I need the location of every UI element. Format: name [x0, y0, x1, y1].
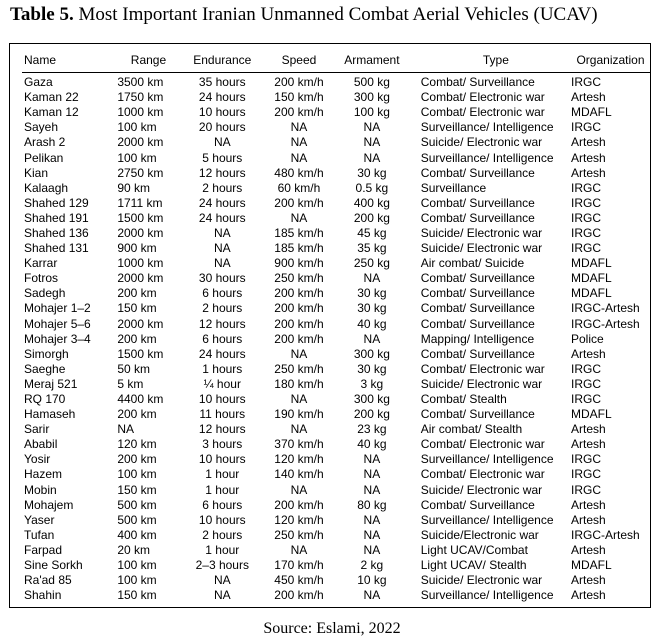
table-row	[22, 301, 650, 316]
cell-range: 150 km	[117, 482, 157, 497]
cell-range: 900 km	[117, 241, 157, 256]
cell-endurance: 2–3 hours	[195, 558, 249, 573]
cell-name: Kaman 12	[24, 105, 79, 120]
cell-name: Sarir	[24, 422, 50, 437]
cell-speed: NA	[290, 392, 308, 407]
cell-organization: Artesh	[570, 150, 606, 165]
cell-organization: IRGC	[570, 225, 601, 240]
cell-range: 2000 km	[117, 225, 164, 240]
cell-speed: NA	[290, 135, 308, 150]
cell-speed: 900 km/h	[274, 256, 324, 271]
cell-organization: IRGC	[570, 120, 601, 135]
cell-type: Surveillance/ Intelligence	[420, 120, 554, 135]
column-header-speed: Speed	[265, 52, 333, 73]
cell-armament: 300 kg	[353, 392, 390, 407]
cell-type: Suicide/ Electronic war	[420, 225, 543, 240]
table-row	[22, 286, 650, 301]
table-row	[22, 392, 650, 407]
cell-armament: NA	[363, 542, 381, 557]
cell-type: Combat/ Surveillance	[420, 497, 535, 512]
cell-type: Surveillance/ Intelligence	[420, 452, 554, 467]
column-header-armament: Armament	[333, 52, 411, 73]
column-header-range: Range	[117, 52, 179, 73]
cell-organization: IRGC	[570, 467, 601, 482]
cell-armament: 400 kg	[353, 195, 390, 210]
table-row	[22, 437, 650, 452]
table-body	[22, 73, 650, 604]
cell-type: Combat/ Surveillance	[420, 165, 535, 180]
cell-speed: 200 km/h	[274, 286, 324, 301]
cell-type: Combat/ Surveillance	[420, 271, 535, 286]
cell-endurance: 2 hours	[202, 180, 243, 195]
cell-organization: IRGC-Artesh	[570, 527, 640, 542]
column-header-name: Name	[22, 52, 117, 73]
cell-speed: NA	[290, 150, 308, 165]
cell-range: 100 km	[117, 120, 157, 135]
cell-armament: NA	[363, 135, 381, 150]
cell-name: Shahed 191	[24, 210, 89, 225]
cell-type: Combat/ Surveillance	[420, 210, 535, 225]
cell-organization: Artesh	[570, 437, 606, 452]
cell-name: Ababil	[24, 437, 58, 452]
cell-endurance: 35 hours	[198, 75, 246, 90]
cell-armament: NA	[363, 331, 381, 346]
cell-type: Surveillance/ Intelligence	[420, 512, 554, 527]
cell-armament: NA	[363, 271, 381, 286]
cell-name: Tufan	[24, 527, 55, 542]
cell-organization: MDAFL	[570, 105, 612, 120]
cell-armament: 100 kg	[353, 105, 390, 120]
cell-speed: 200 km/h	[274, 588, 324, 603]
cell-speed: NA	[290, 210, 308, 225]
cell-endurance: 24 hours	[198, 195, 246, 210]
cell-endurance: 2 hours	[202, 527, 243, 542]
cell-armament: 250 kg	[353, 256, 390, 271]
cell-type: Suicide/ Electronic war	[420, 241, 543, 256]
cell-type: Air combat/ Stealth	[420, 422, 523, 437]
cell-range: NA	[117, 422, 134, 437]
cell-range: 90 km	[117, 180, 150, 195]
cell-armament: 2 kg	[360, 558, 384, 573]
cell-range: 100 km	[117, 558, 157, 573]
cell-range: 4400 km	[117, 392, 164, 407]
cell-name: Gaza	[24, 75, 53, 90]
cell-endurance: 2 hours	[202, 301, 243, 316]
cell-type: Combat/ Surveillance	[420, 301, 535, 316]
cell-name: Shahed 136	[24, 225, 89, 240]
cell-armament: NA	[363, 150, 381, 165]
cell-speed: 190 km/h	[274, 407, 324, 422]
cell-organization: IRGC	[570, 376, 601, 391]
cell-organization: Artesh	[570, 573, 606, 588]
cell-organization: IRGC	[570, 210, 601, 225]
cell-endurance: 24 hours	[198, 90, 246, 105]
cell-armament: 30 kg	[357, 165, 387, 180]
cell-speed: 120 km/h	[274, 452, 324, 467]
cell-range: 1750 km	[117, 90, 164, 105]
cell-armament: NA	[363, 482, 381, 497]
cell-type: Combat/ Surveillance	[420, 286, 535, 301]
cell-name: Mobin	[24, 482, 57, 497]
table-row	[22, 271, 650, 286]
cell-endurance: 6 hours	[202, 497, 243, 512]
cell-speed: 185 km/h	[274, 225, 324, 240]
cell-range: 2000 km	[117, 135, 164, 150]
cell-endurance: NA	[213, 256, 231, 271]
cell-speed: 180 km/h	[274, 376, 324, 391]
cell-name: Fotros	[24, 271, 59, 286]
cell-name: Yosir	[24, 452, 51, 467]
table-row	[22, 90, 650, 105]
ucav-table	[22, 52, 650, 603]
table-row	[22, 226, 650, 241]
cell-organization: Artesh	[570, 346, 606, 361]
cell-range: 1500 km	[117, 346, 164, 361]
cell-type: Suicide/ Electronic war	[420, 573, 543, 588]
cell-type: Combat/ Electronic war	[420, 90, 545, 105]
cell-speed: 200 km/h	[274, 331, 324, 346]
table-row	[22, 498, 650, 513]
cell-type: Combat/ Surveillance	[420, 195, 535, 210]
table-row	[22, 166, 650, 181]
cell-organization: MDAFL	[570, 558, 612, 573]
cell-speed: 120 km/h	[274, 512, 324, 527]
cell-speed: 200 km/h	[274, 497, 324, 512]
cell-name: Pelikan	[24, 150, 64, 165]
cell-armament: 3 kg	[360, 376, 384, 391]
cell-range: 1500 km	[117, 210, 164, 225]
cell-type: Combat/ Electronic war	[420, 105, 545, 120]
cell-endurance: NA	[213, 573, 231, 588]
cell-speed: 200 km/h	[274, 75, 324, 90]
table-row	[22, 105, 650, 120]
table-title: Most Important Iranian Unmanned Combat Aerial Vehicles (UCAV)	[73, 4, 598, 25]
cell-name: Hazem	[24, 467, 63, 482]
cell-name: Shahin	[24, 588, 62, 603]
cell-endurance: 6 hours	[202, 286, 243, 301]
table-row	[22, 362, 650, 377]
cell-armament: 200 kg	[353, 210, 390, 225]
cell-endurance: 6 hours	[202, 331, 243, 346]
table-row	[22, 573, 650, 588]
cell-organization: Artesh	[570, 422, 606, 437]
cell-armament: 10 kg	[357, 573, 387, 588]
table-row	[22, 407, 650, 422]
cell-speed: 170 km/h	[274, 558, 324, 573]
cell-type: Suicide/ Electronic war	[420, 482, 543, 497]
table-number: Table 5.	[10, 4, 74, 25]
cell-organization: IRGC-Artesh	[570, 316, 640, 331]
cell-name: Hamaseh	[24, 407, 76, 422]
cell-endurance: 30 hours	[198, 271, 246, 286]
cell-range: 100 km	[117, 573, 157, 588]
cell-organization: IRGC	[570, 195, 601, 210]
cell-speed: NA	[290, 542, 308, 557]
table-row	[22, 588, 650, 603]
cell-speed: 370 km/h	[274, 437, 324, 452]
cell-organization: IRGC	[570, 241, 601, 256]
table-row	[22, 120, 650, 135]
cell-speed: 200 km/h	[274, 105, 324, 120]
cell-name: Kaman 22	[24, 90, 79, 105]
table-row	[22, 73, 650, 91]
cell-organization: Artesh	[570, 165, 606, 180]
table-row	[22, 241, 650, 256]
cell-name: Saeghe	[24, 361, 66, 376]
cell-endurance: 10 hours	[198, 452, 246, 467]
cell-range: 100 km	[117, 150, 157, 165]
cell-endurance: 24 hours	[198, 346, 246, 361]
cell-armament: 300 kg	[353, 346, 390, 361]
cell-organization: Artesh	[570, 512, 606, 527]
cell-range: 2000 km	[117, 316, 164, 331]
cell-organization: IRGC	[570, 361, 601, 376]
cell-type: Combat/ Surveillance	[420, 346, 535, 361]
cell-type: Suicide/ Electronic war	[420, 376, 543, 391]
cell-name: Sine Sorkh	[24, 558, 83, 573]
cell-armament: NA	[363, 527, 381, 542]
cell-organization: Artesh	[570, 588, 606, 603]
cell-range: 500 km	[117, 512, 157, 527]
cell-type: Air combat/ Suicide	[420, 256, 525, 271]
cell-armament: NA	[363, 588, 381, 603]
table-row	[22, 211, 650, 226]
cell-armament: 35 kg	[357, 241, 387, 256]
cell-type: Combat/ Electronic war	[420, 467, 545, 482]
cell-type: Combat/ Stealth	[420, 392, 507, 407]
cell-endurance: 10 hours	[198, 105, 246, 120]
cell-type: Suicide/ Electronic war	[420, 135, 543, 150]
cell-name: Karrar	[24, 256, 58, 271]
cell-endurance: 10 hours	[198, 392, 246, 407]
cell-endurance: 1 hour	[205, 542, 240, 557]
cell-name: Kian	[24, 165, 49, 180]
cell-name: Mohajer 5–6	[24, 316, 91, 331]
cell-name: Shahed 129	[24, 195, 89, 210]
cell-endurance: 20 hours	[198, 120, 246, 135]
cell-armament: NA	[363, 120, 381, 135]
table-row	[22, 317, 650, 332]
cell-endurance: ¼ hour	[203, 376, 241, 391]
cell-name: Shahed 131	[24, 241, 89, 256]
cell-range: 150 km	[117, 588, 157, 603]
cell-endurance: NA	[213, 135, 231, 150]
cell-armament: 200 kg	[353, 407, 390, 422]
cell-armament: 45 kg	[357, 225, 387, 240]
cell-armament: NA	[363, 467, 381, 482]
cell-range: 400 km	[117, 527, 157, 542]
cell-organization: MDAFL	[570, 271, 612, 286]
cell-endurance: 1 hour	[205, 482, 240, 497]
cell-speed: 250 km/h	[274, 527, 324, 542]
header-row	[22, 52, 650, 73]
table-row	[22, 422, 650, 437]
source-note: Source: Eslami, 2022	[263, 620, 401, 637]
cell-speed: 200 km/h	[274, 316, 324, 331]
cell-armament: 40 kg	[357, 316, 387, 331]
cell-speed: 200 km/h	[274, 195, 324, 210]
cell-name: Yaser	[24, 512, 55, 527]
cell-speed: NA	[290, 120, 308, 135]
cell-type: Suicide/Electronic war	[420, 527, 539, 542]
table-row	[22, 452, 650, 467]
cell-name: Arash 2	[24, 135, 66, 150]
cell-name: Mohajem	[24, 497, 74, 512]
cell-range: 200 km	[117, 331, 157, 346]
cell-organization: Artesh	[570, 542, 606, 557]
cell-speed: 140 km/h	[274, 467, 324, 482]
cell-range: 500 km	[117, 497, 157, 512]
cell-organization: IRGC	[570, 180, 601, 195]
cell-organization: IRGC	[570, 392, 601, 407]
cell-speed: NA	[290, 422, 308, 437]
table-row	[22, 332, 650, 347]
cell-range: 100 km	[117, 467, 157, 482]
cell-type: Light UCAV/ Stealth	[420, 558, 527, 573]
cell-endurance: 12 hours	[198, 422, 246, 437]
cell-range: 1000 km	[117, 105, 164, 120]
cell-organization: MDAFL	[570, 286, 612, 301]
cell-range: 150 km	[117, 301, 157, 316]
cell-armament: 30 kg	[357, 301, 387, 316]
table-row	[22, 483, 650, 498]
cell-range: 1000 km	[117, 256, 164, 271]
cell-organization: MDAFL	[570, 256, 612, 271]
cell-speed: 450 km/h	[274, 573, 324, 588]
cell-name: Mohajer 3–4	[24, 331, 91, 346]
cell-armament: 30 kg	[357, 286, 387, 301]
cell-speed: 150 km/h	[274, 90, 324, 105]
cell-organization: Artesh	[570, 90, 606, 105]
cell-name: Sayeh	[24, 120, 59, 135]
cell-speed: NA	[290, 346, 308, 361]
cell-range: 1711 km	[117, 195, 163, 210]
table-row	[22, 196, 650, 211]
cell-speed: 250 km/h	[274, 361, 324, 376]
cell-type: Combat/ Surveillance	[420, 316, 535, 331]
cell-organization: Artesh	[570, 135, 606, 150]
cell-armament: 40 kg	[357, 437, 387, 452]
table-row	[22, 377, 650, 392]
cell-armament: 30 kg	[357, 361, 387, 376]
table-row	[22, 513, 650, 528]
cell-name: Simorgh	[24, 346, 69, 361]
column-header-endurance: Endurance	[180, 52, 265, 73]
cell-range: 20 km	[117, 542, 150, 557]
cell-organization: IRGC	[570, 482, 601, 497]
cell-type: Light UCAV/Combat	[420, 542, 528, 557]
table-row	[22, 528, 650, 543]
table-row	[22, 181, 650, 196]
cell-range: 200 km	[117, 286, 157, 301]
cell-endurance: 12 hours	[198, 316, 246, 331]
cell-speed: 250 km/h	[274, 271, 324, 286]
table-frame	[9, 43, 651, 608]
cell-armament: 500 kg	[353, 75, 390, 90]
cell-armament: 0.5 kg	[355, 180, 389, 195]
cell-endurance: 3 hours	[202, 437, 243, 452]
table-row	[22, 558, 650, 573]
cell-organization: Police	[570, 331, 604, 346]
cell-speed: 60 km/h	[277, 180, 321, 195]
cell-name: Farpad	[24, 542, 63, 557]
column-header-type: Type	[411, 52, 571, 73]
cell-range: 5 km	[117, 376, 144, 391]
cell-endurance: NA	[213, 241, 231, 256]
cell-armament: 23 kg	[357, 422, 387, 437]
cell-range: 2750 km	[117, 165, 164, 180]
cell-type: Combat/ Surveillance	[420, 75, 535, 90]
cell-endurance: 11 hours	[199, 407, 246, 422]
cell-type: Surveillance/ Intelligence	[420, 588, 554, 603]
table-caption	[10, 4, 598, 26]
cell-range: 200 km	[117, 452, 157, 467]
cell-type: Surveillance/ Intelligence	[420, 150, 554, 165]
cell-name: Mohajer 1–2	[24, 301, 91, 316]
cell-type: Surveillance	[420, 180, 487, 195]
cell-name: Kalaagh	[24, 180, 69, 195]
cell-organization: MDAFL	[570, 407, 612, 422]
cell-range: 2000 km	[117, 271, 164, 286]
cell-name: Sadegh	[24, 286, 66, 301]
cell-endurance: NA	[213, 588, 231, 603]
cell-armament: 300 kg	[353, 90, 390, 105]
cell-speed: 185 km/h	[274, 241, 324, 256]
cell-name: Meraj 521	[24, 376, 78, 391]
cell-endurance: 1 hour	[205, 467, 240, 482]
cell-organization: IRGC-Artesh	[570, 301, 640, 316]
cell-range: 120 km	[117, 437, 157, 452]
cell-armament: 80 kg	[357, 497, 387, 512]
cell-name: Ra'ad 85	[24, 573, 72, 588]
cell-armament: NA	[363, 452, 381, 467]
cell-name: RQ 170	[24, 392, 66, 407]
cell-endurance: 1 hours	[202, 361, 243, 376]
cell-speed: 200 km/h	[274, 301, 324, 316]
cell-organization: IRGC	[570, 75, 601, 90]
cell-endurance: 24 hours	[198, 210, 246, 225]
table-row	[22, 347, 650, 362]
cell-endurance: 12 hours	[198, 165, 246, 180]
cell-endurance: 5 hours	[202, 150, 243, 165]
table-row	[22, 543, 650, 558]
cell-type: Mapping/ Intelligence	[420, 331, 535, 346]
table-row	[22, 150, 650, 165]
cell-speed: NA	[290, 482, 308, 497]
table-row	[22, 135, 650, 150]
cell-organization: Artesh	[570, 497, 606, 512]
cell-type: Combat/ Electronic war	[420, 361, 545, 376]
cell-type: Combat/ Electronic war	[420, 437, 545, 452]
cell-range: 200 km	[117, 407, 157, 422]
cell-range: 3500 km	[117, 75, 164, 90]
cell-armament: NA	[363, 512, 381, 527]
table-row	[22, 467, 650, 482]
cell-endurance: NA	[213, 225, 231, 240]
cell-endurance: 10 hours	[198, 512, 246, 527]
table-row	[22, 256, 650, 271]
cell-speed: 480 km/h	[274, 165, 324, 180]
cell-type: Combat/ Surveillance	[420, 407, 535, 422]
column-header-organization: Organization	[571, 52, 650, 73]
cell-organization: IRGC	[570, 452, 601, 467]
cell-range: 50 km	[117, 361, 150, 376]
